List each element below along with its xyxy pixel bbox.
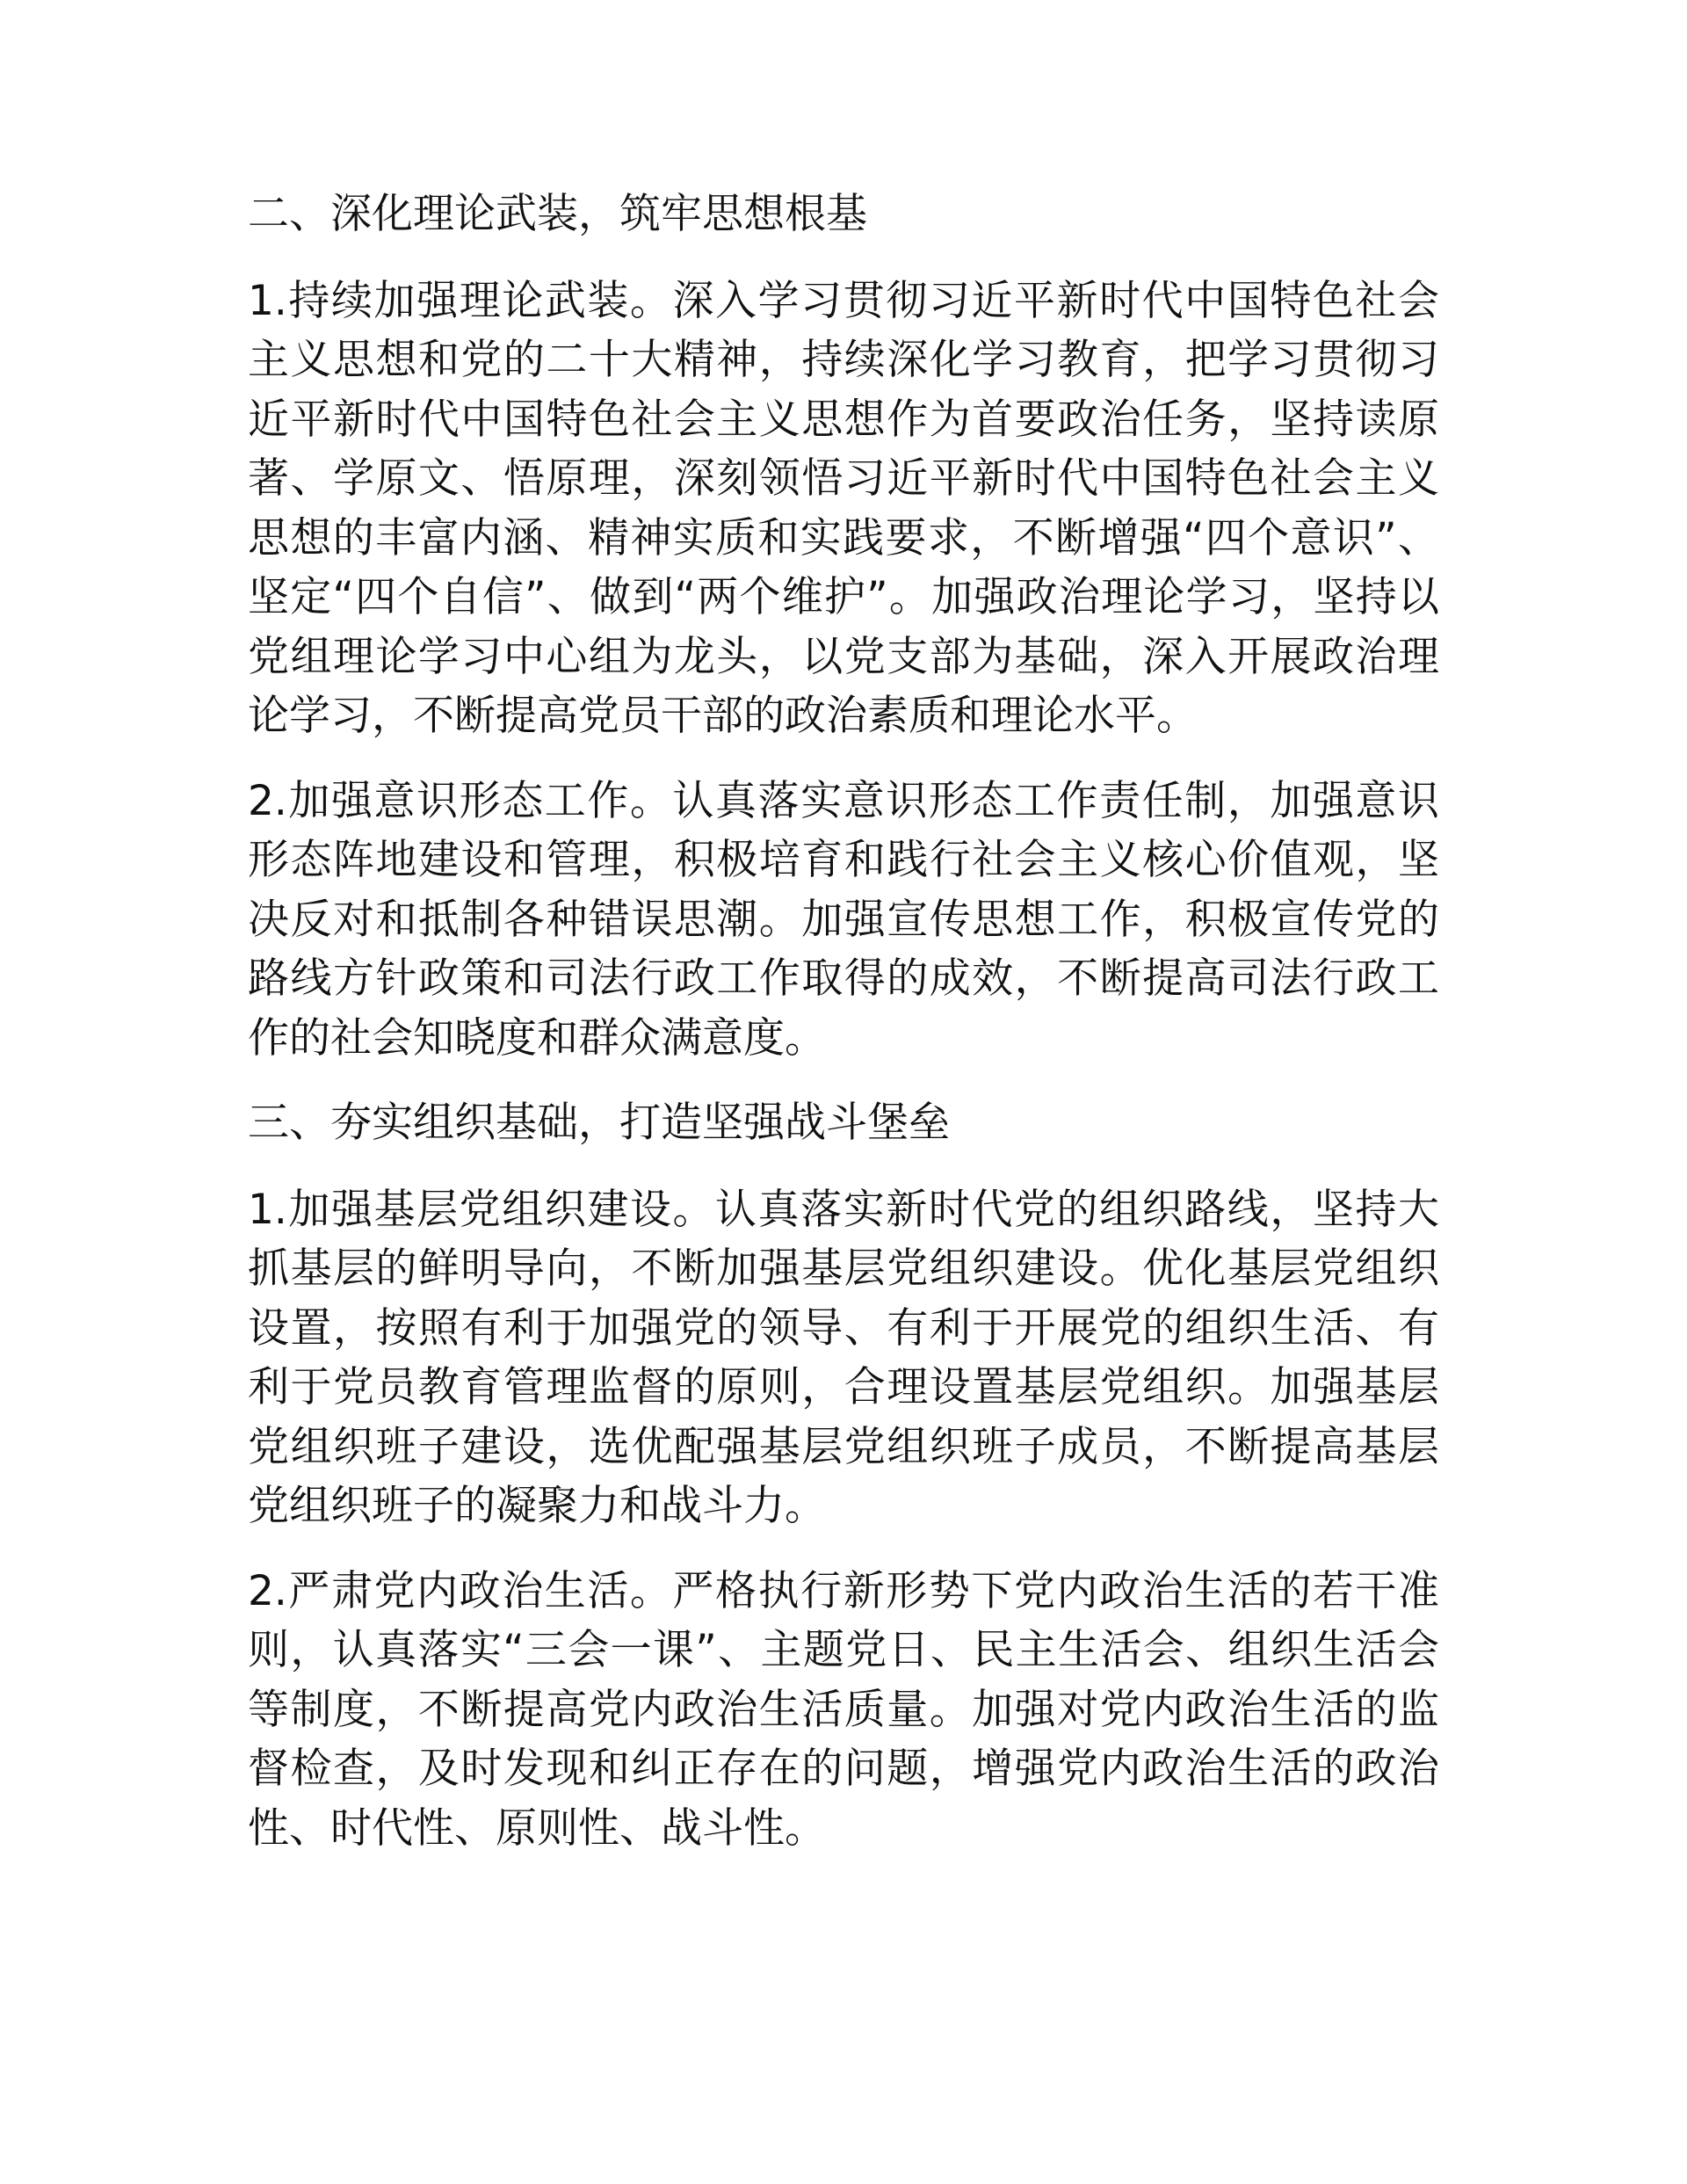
- section-heading-2: 二、深化理论武装，筑牢思想根基: [248, 190, 867, 238]
- paragraph-theory-armament: 1.持续加强理论武装。深入学习贯彻习近平新时代中国特色社会主义思想和党的二十大精神，持续深化学习教育，把学习贯彻习近平新时代中国特色社会主义思想作为首要政治任务，坚持读原著、学原文、悟原理，深刻领悟习近平新时代中国特色社会主义思想的丰富内涵、精神实质和实践要求，不断增强“四个意识”、坚定“四个自信”、做到“两个维护”。加强政治理论学习，坚持以党组理论学习中心组为龙头，以党支部为基础，深入开展政治理论学习，不断提高党员干部的政治素质和理论水平。: [248, 276, 1439, 740]
- paragraph-grassroots-organization: 1.加强基层党组织建设。认真落实新时代党的组织路线，坚持大抓基层的鲜明导向，不断加强基层党组织建设。优化基层党组织设置，按照有利于加强党的领导、有利于开展党的组织生活、有利于党员教育管理监督的原则，合理设置基层党组织。加强基层党组织班子建设，选优配强基层党组织班子成员，不断提高基层党组织班子的凝聚力和战斗力。: [248, 1185, 1439, 1530]
- document-body: [248, 185, 1439, 1883]
- section-heading-3: 三、夯实组织基础，打造坚强战斗堡垒: [248, 1099, 950, 1147]
- paragraph-ideology-work: 2.加强意识形态工作。认真落实意识形态工作责任制，加强意识形态阵地建设和管理，积极培育和践行社会主义核心价值观，坚决反对和抵制各种错误思潮。加强宣传思想工作，积极宣传党的路线方针政策和司法行政工作取得的成效，不断提高司法行政工作的社会知晓度和群众满意度。: [248, 776, 1439, 1063]
- paragraph-political-life: 2.严肃党内政治生活。严格执行新形势下党内政治生活的若干准则，认真落实“三会一课”、主题党日、民主生活会、组织生活会等制度，不断提高党内政治生活质量。加强对党内政治生活的监督检查，及时发现和纠正存在的问题，增强党内政治生活的政治性、时代性、原则性、战斗性。: [248, 1566, 1439, 1853]
